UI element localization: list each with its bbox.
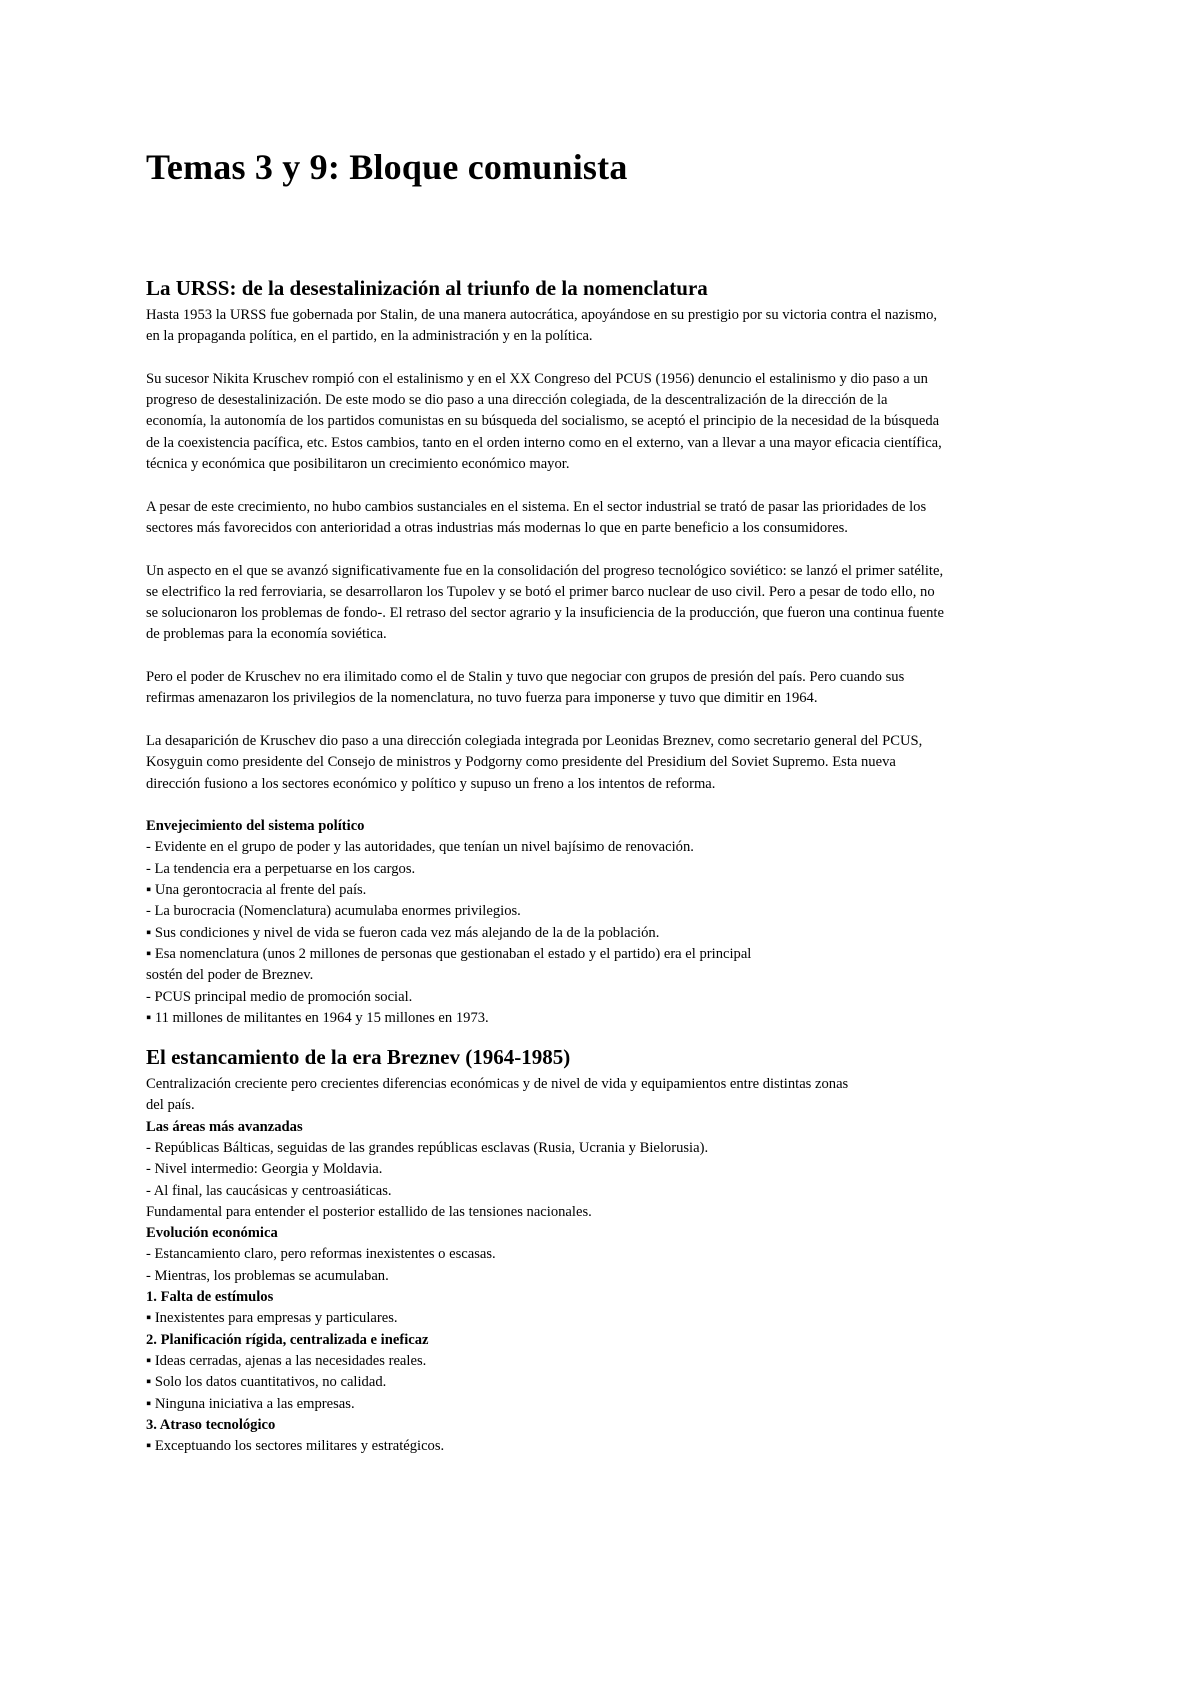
- list-item: - PCUS principal medio de promoción social.: [146, 988, 413, 1005]
- list-item: - Nivel intermedio: Georgia y Moldavia.: [146, 1161, 383, 1178]
- section-heading-breznev: El estancamiento de la era Breznev (1964-1985): [146, 1045, 571, 1070]
- list-item: ▪ Sus condiciones y nivel de vida se fueron cada vez más alejando de la de la población.: [146, 924, 660, 941]
- breznev-list: [146, 1074, 946, 1457]
- list-item: - Repúblicas Bálticas, seguidas de las grandes repúblicas esclavas (Rusia, Ucrania y Bielorusia).: [146, 1139, 709, 1156]
- paragraph: Pero el poder de Kruschev no era ilimitado como el de Stalin y tuvo que negociar con grupos de presión del país. Pero cuando sus refirmas amenazaron los privilegios de la nomenclatura, no tuvo fuerza para imponerse y tuvo que dimitir en 1964.: [146, 669, 905, 707]
- paragraph: A pesar de este crecimiento, no hubo cambios sustanciales en el sistema. En el sector industrial se trató de pasar las prioridades de los sectores más favorecidos con anterioridad a otras industrias más modernas lo que en parte beneficio a los consumidores.: [146, 498, 927, 536]
- list-item: Fundamental para entender el posterior estallido de las tensiones nacionales.: [146, 1203, 592, 1220]
- subheading: 1. Falta de estímulos: [146, 1289, 274, 1306]
- list-item: sostén del poder de Breznev.: [146, 967, 314, 984]
- list-item: ▪ 11 millones de militantes en 1964 y 15 millones en 1973.: [146, 1009, 489, 1026]
- list-item: ▪ Una gerontocracia al frente del país.: [146, 882, 367, 899]
- subheading: Evolución económica: [146, 1225, 278, 1242]
- list-item: - La burocracia (Nomenclatura) acumulaba enormes privilegios.: [146, 903, 521, 920]
- page-title: Temas 3 y 9: Bloque comunista: [146, 147, 628, 187]
- document-body: [146, 275, 946, 1457]
- section-heading-urss: La URSS: de la desestalinización al triunfo de la nomenclatura: [146, 276, 708, 300]
- aging-system-list: [146, 816, 946, 1029]
- list-item: del país.: [146, 1097, 195, 1114]
- list-item: - Estancamiento claro, pero reformas inexistentes o escasas.: [146, 1246, 496, 1263]
- subheading: 3. Atraso tecnológico: [146, 1416, 276, 1433]
- list-item: - Al final, las caucásicas y centroasiáticas.: [146, 1182, 392, 1199]
- list-item: ▪ Ideas cerradas, ajenas a las necesidades reales.: [146, 1352, 427, 1369]
- list-item: ▪ Solo los datos cuantitativos, no calidad.: [146, 1374, 387, 1391]
- list-item: ▪ Inexistentes para empresas y particulares.: [146, 1310, 398, 1327]
- list-item: ▪ Exceptuando los sectores militares y estratégicos.: [146, 1438, 445, 1455]
- list-item: Centralización creciente pero crecientes diferencias económicas y de nivel de vida y equipamientos entre distintas zonas: [146, 1076, 849, 1093]
- subheading: Las áreas más avanzadas: [146, 1118, 303, 1135]
- paragraph: La desaparición de Kruschev dio paso a una dirección colegiada integrada por Leonidas Breznev, como secretario general del PCUS, Kosyguin como presidente del Consejo de ministros y Podgorny como presidente del Presidium del Soviet Supremo. Esta nueva dirección fusiono a los sectores económico y político y supuso un freno a los intentos de reforma.: [146, 732, 923, 792]
- list-item: ▪ Esa nomenclatura (unos 2 millones de personas que gestionaban el estado y el partido) era el principal: [146, 945, 752, 962]
- list-item: - Evidente en el grupo de poder y las autoridades, que tenían un nivel bajísimo de renovación.: [146, 839, 694, 856]
- paragraph: Un aspecto en el que se avanzó significativamente fue en la consolidación del progreso tecnológico soviético: se lanzó el primer satélite, se electrifico la red ferroviaria, se desarrollaron los Tupolev y se botó el primer barco nuclear de uso civil. Pero a pesar de todo ello, no se solucionaron los problemas de fondo-. El retraso del sector agrario y la insuficiencia de la producción, que fueron una continua fuente de problemas para la economía soviética.: [146, 562, 944, 643]
- subheading: Envejecimiento del sistema político: [146, 818, 365, 835]
- paragraph: Hasta 1953 la URSS fue gobernada por Stalin, de una manera autocrática, apoyándose en su prestigio por su victoria contra el nazismo, en la propaganda política, en el partido, en la administración y en la política.: [146, 307, 938, 345]
- list-item: - Mientras, los problemas se acumulaban.: [146, 1267, 389, 1284]
- list-item: - La tendencia era a perpetuarse en los cargos.: [146, 860, 416, 877]
- subheading: 2. Planificación rígida, centralizada e ineficaz: [146, 1331, 429, 1348]
- list-item: ▪ Ninguna iniciativa a las empresas.: [146, 1395, 355, 1412]
- paragraph: Su sucesor Nikita Kruschev rompió con el estalinismo y en el XX Congreso del PCUS (1956) denuncio el estalinismo y dio paso a un progreso de desestalinización. De este modo se dio paso a una dirección colegiada, de la descentralización de la dirección de la economía, la autonomía de los partidos comunistas en su búsqueda del socialismo, se aceptó el principio de la necesidad de la búsqueda de la coexistencia pacífica, etc. Estos cambios, tanto en el orden interno como en el externo, van a llevar a una mayor eficacia científica, técnica y económica que posibilitaron un crecimiento económico mayor.: [146, 370, 942, 473]
